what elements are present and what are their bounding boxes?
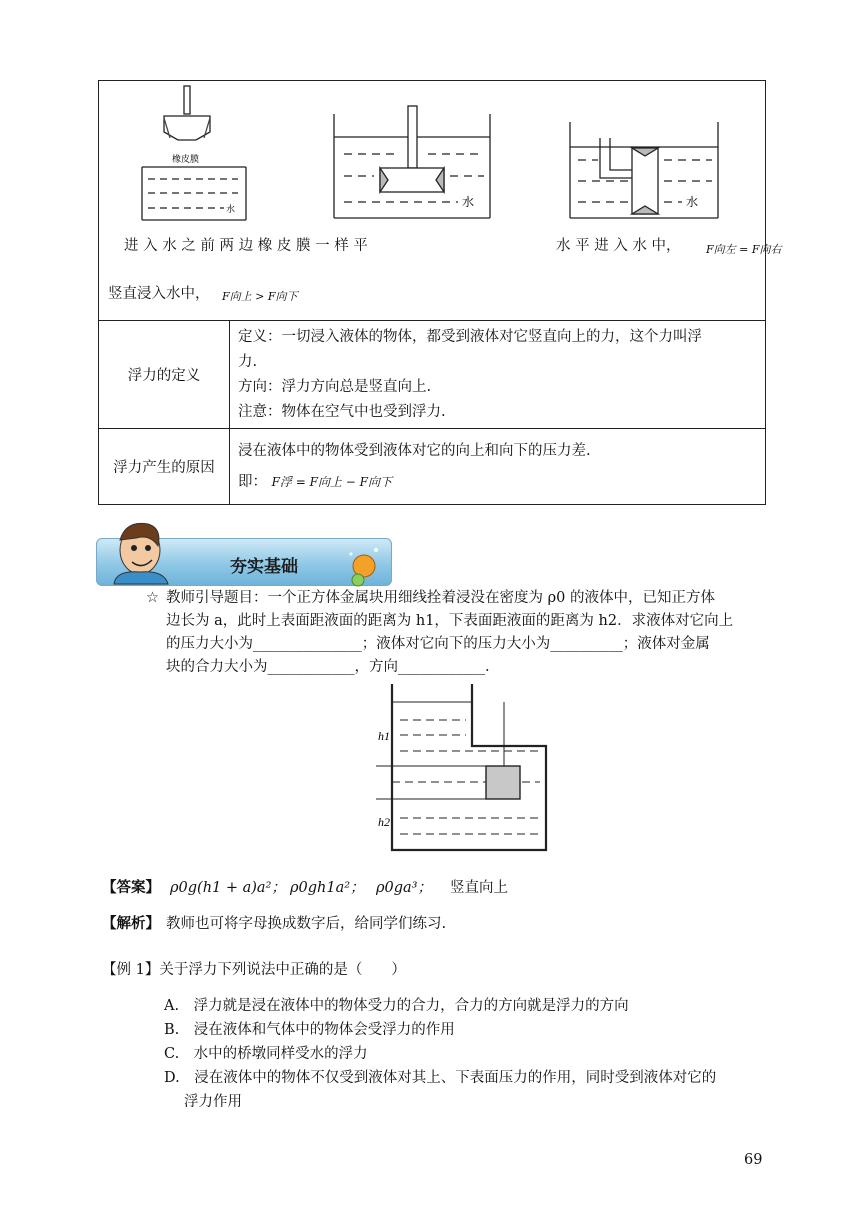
star-bullet: ☆ <box>146 590 159 606</box>
membrane-label: 橡皮膜 <box>172 154 200 164</box>
question-line-4: 块的合力大小为____________，方向____________. <box>166 659 490 675</box>
definition-line-2: 力. <box>238 353 258 370</box>
analysis-text: 教师也可将字母换成数字后，给同学们练习. <box>166 916 447 932</box>
definition-label: 浮力的定义 <box>99 321 230 429</box>
water-label-1: 水 <box>226 204 236 214</box>
caption-horizontal-formula: F向左 = F向右 <box>706 243 782 256</box>
note-line: 注意：物体在空气中也受到浮力. <box>238 403 446 420</box>
cause-label: 浮力产生的原因 <box>99 429 230 505</box>
cause-body <box>230 429 766 505</box>
option-d-line-1: D. 浸在液体中的物体不仅受到液体对其上、下表面压力的作用，同时受到液体对它的 <box>164 1070 717 1086</box>
answer-label: 【答案】 <box>102 879 160 896</box>
h1-label: h1 <box>378 729 390 743</box>
direction-line: 方向：浮力方向总是竖直向上. <box>238 378 432 395</box>
option-c: C. 水中的桥墩同样受水的浮力 <box>164 1046 368 1062</box>
caption-vertical-formula: F向上 > F向下 <box>222 290 298 303</box>
page-number: 69 <box>744 1152 763 1168</box>
cause-formula: F浮 = F向上 − F向下 <box>271 474 392 489</box>
cause-prefix: 即： <box>238 473 267 490</box>
caption-before-water: 进 入 水 之 前 两 边 橡 皮 膜 一 样 平 <box>124 238 368 254</box>
question-line-3: 的压力大小为_______________；液体对它向下的压力大小为__________；液体对金属 <box>166 636 710 652</box>
answer-upward-force: ρ0g(h1 + a)a²； <box>170 880 286 896</box>
answer-direction: 竖直向上 <box>450 880 508 896</box>
h2-label: h2 <box>378 815 390 829</box>
analysis-label: 【解析】 <box>102 915 160 932</box>
question-line-2: 边长为 a，此时上表面距液面的距离为 h1，下表面距液面的距离为 h2．求液体对它向上 <box>166 613 734 629</box>
example-stem: 【例 1】关于浮力下列说法中正确的是（ ） <box>102 962 406 978</box>
definition-body <box>230 321 766 429</box>
option-d-line-2: 浮力作用 <box>184 1094 242 1110</box>
cause-line-2 <box>238 470 757 495</box>
banner-title: 夯实基础 <box>230 557 298 577</box>
option-b: B. 浸在液体和气体中的物体会受浮力的作用 <box>164 1022 455 1038</box>
answer-downward-force: ρ0gh1a²； <box>290 880 365 896</box>
figure-1-before-water <box>142 86 246 220</box>
cube-container-figure <box>370 680 560 855</box>
question-line-1: 教师引导题目：一个正方体金属块用细线拴着浸没在密度为 ρ0 的液体中，已知正方体 <box>166 590 715 606</box>
caption-vertical: 竖直浸入水中， <box>108 286 210 302</box>
cause-line-1: 浸在液体中的物体受到液体对它的向上和向下的压力差. <box>238 442 591 459</box>
definition-line-1: 定义：一切浸入液体的物体，都受到液体对它竖直向上的力，这个力叫浮 <box>238 328 702 345</box>
water-label-3: 水 <box>686 195 699 209</box>
water-label-2: 水 <box>462 195 475 209</box>
option-a: A. 浮力就是浸在液体中的物体受力的合力，合力的方向就是浮力的方向 <box>164 998 629 1014</box>
caption-horizontal: 水 平 进 入 水 中， <box>556 238 681 254</box>
answer-net-force: ρ0ga³； <box>376 880 432 896</box>
